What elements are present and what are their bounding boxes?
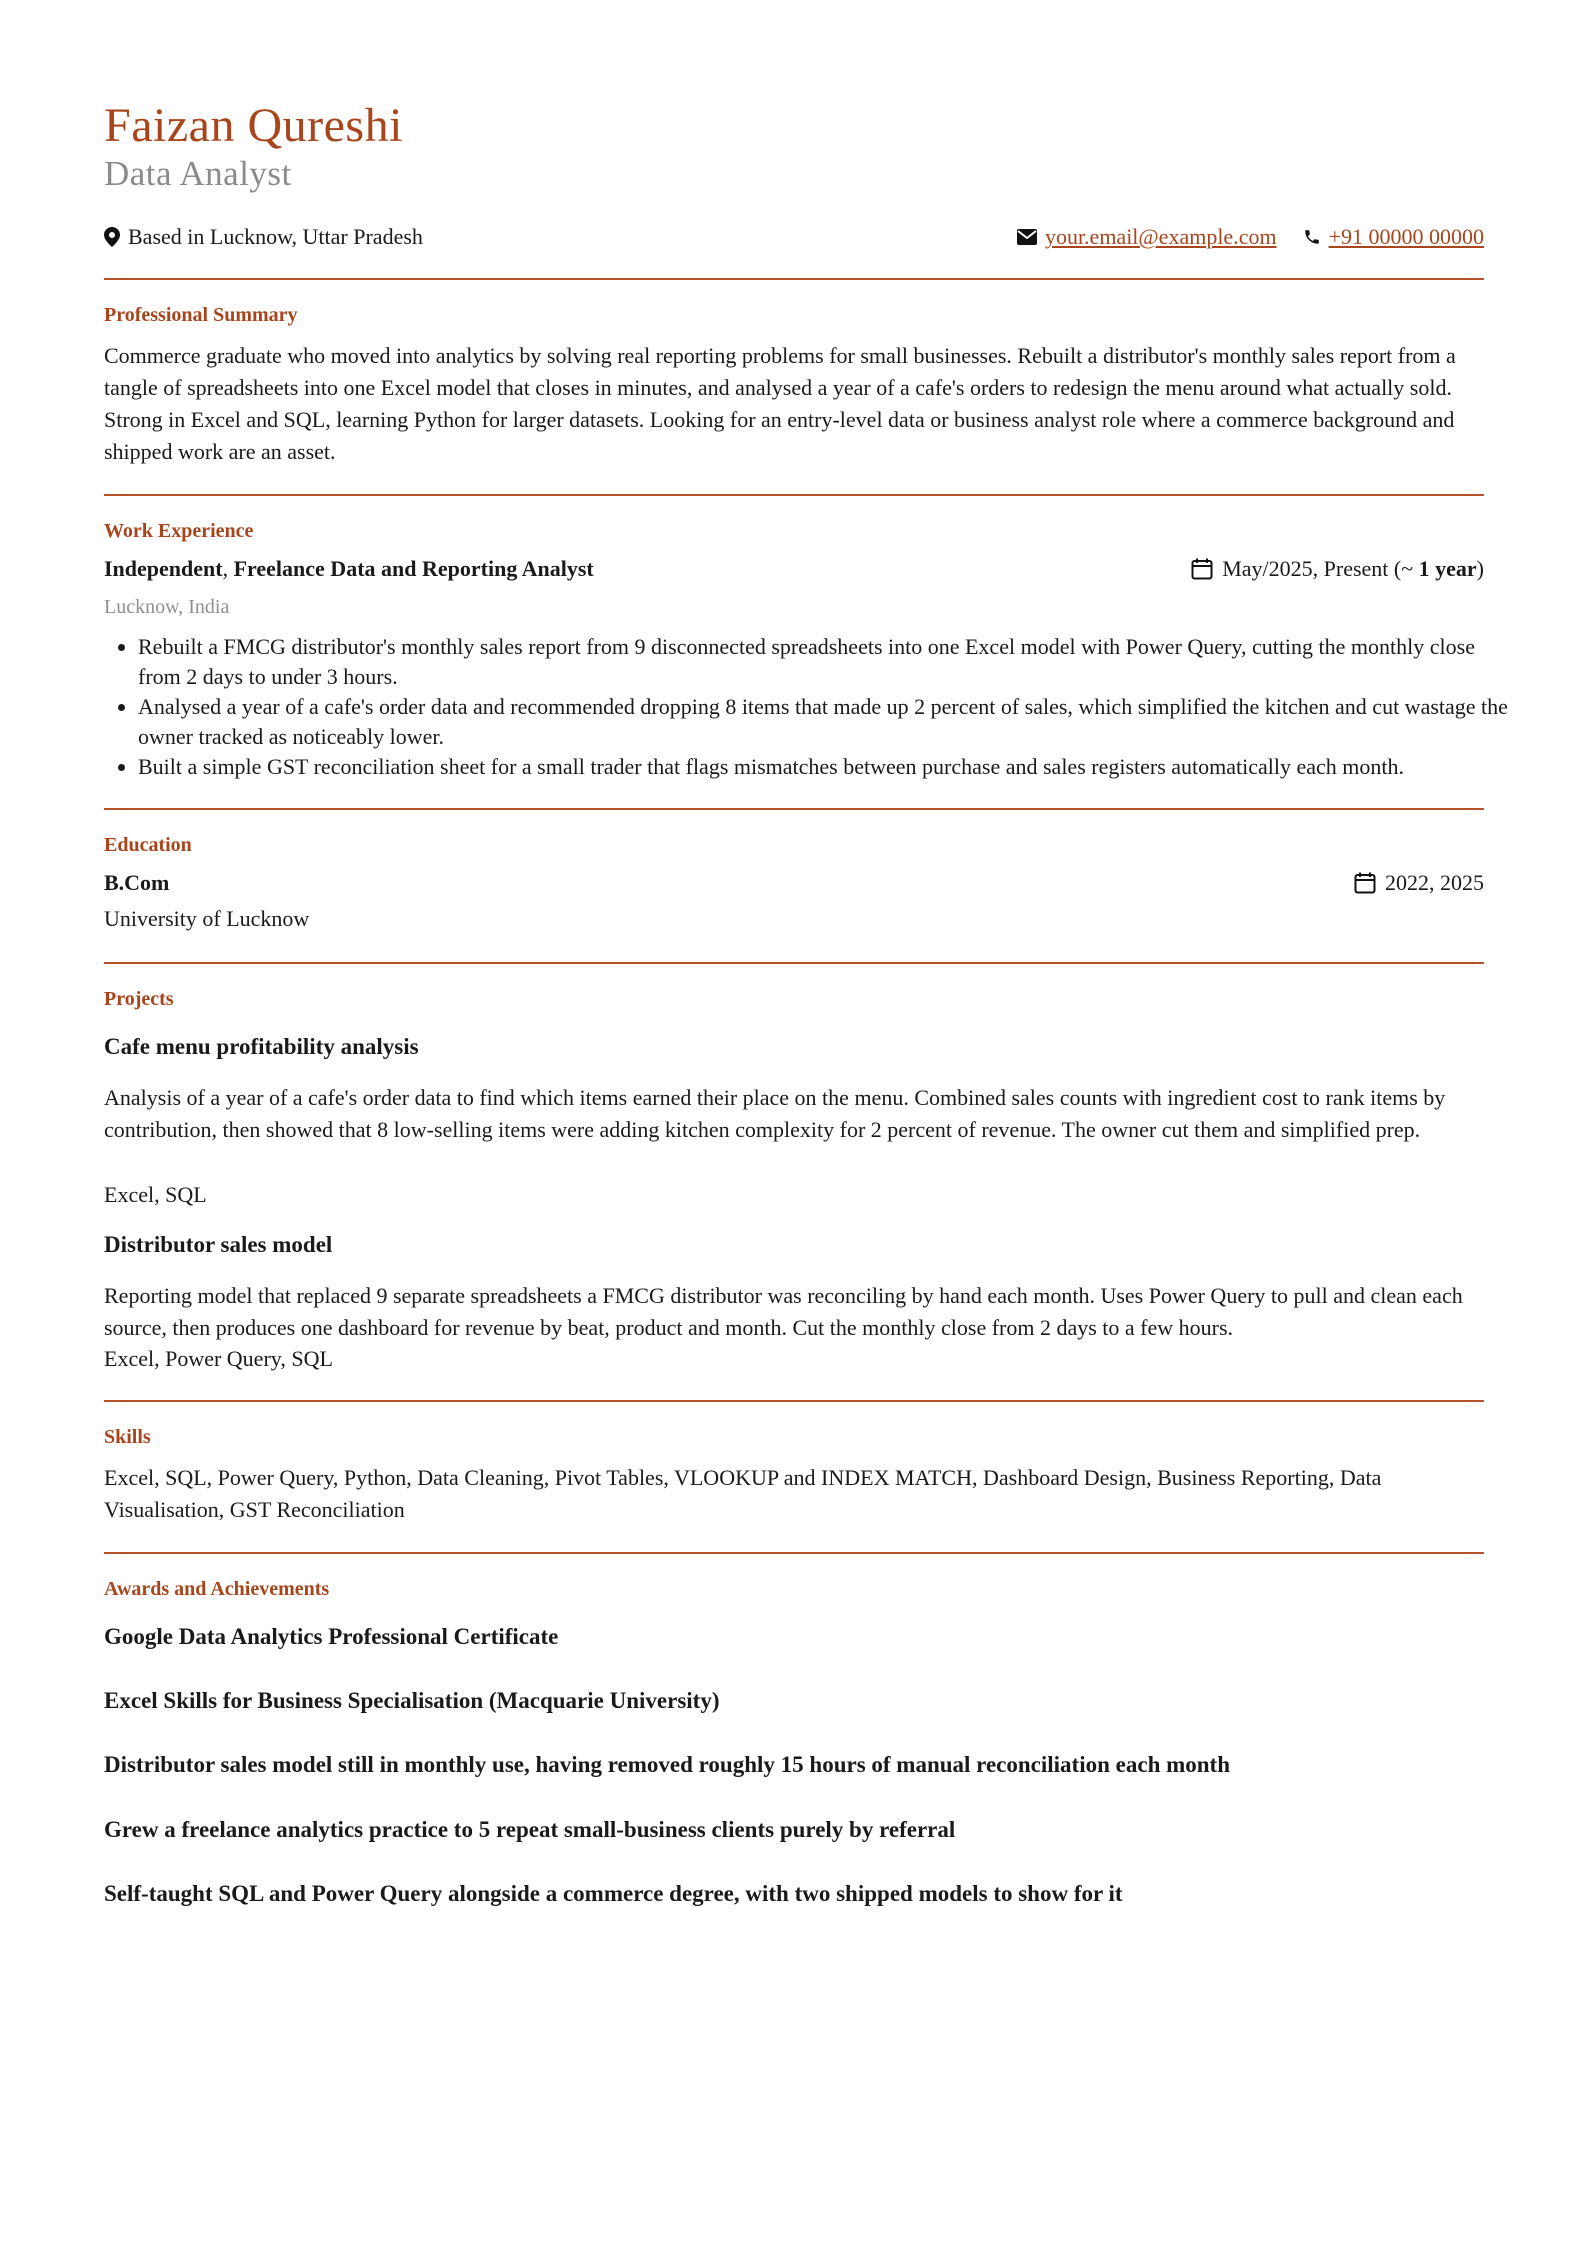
- job-duration: 1 year: [1418, 556, 1477, 581]
- education-school: University of Lucknow: [104, 906, 310, 931]
- list-item: • Analysed a year of a cafe's order data and recommended dropping 8 items that made up 2 percent of sales, which simplified the kitchen and cut wastage the owner tracked as noticeably lower.: [138, 692, 1518, 752]
- section-divider: [104, 1400, 1484, 1402]
- list-item: • Built a simple GST reconciliation sheet for a small trader that flags mismatches between purchase and sales registers automatically each month.: [138, 752, 1518, 782]
- list-item: • Rebuilt a FMCG distributor's monthly sales report from 9 disconnected spreadsheets into one Excel model with Power Query, cutting the monthly close from 2 days to under 3 hours.: [138, 632, 1518, 692]
- education-dates: [1353, 870, 1484, 896]
- email-item: [1017, 224, 1277, 250]
- award-item: Self-taught SQL and Power Query alongside a commerce degree, with two shipped models to show for it: [104, 1881, 1123, 1906]
- job-title-line: [104, 556, 594, 582]
- project-tools: Excel, SQL: [104, 1182, 207, 1207]
- location-text: Based in Lucknow, Uttar Pradesh: [128, 224, 423, 249]
- job-date-text: [1222, 556, 1484, 582]
- project-description: Reporting model that replaced 9 separate spreadsheets a FMCG distributor was reconciling by hand each month. Uses Power Query to pull and clean each source, then produces one dashboard for revenue by beat, product and month. Cut the monthly close from 2 days to a few hours.: [104, 1283, 1463, 1340]
- candidate-role: Data Analyst: [104, 154, 292, 193]
- award-item: Google Data Analytics Professional Certificate: [104, 1624, 559, 1649]
- calendar-icon: [1353, 871, 1377, 895]
- phone-icon: [1303, 228, 1321, 246]
- skills-text: Excel, SQL, Power Query, Python, Data Cleaning, Pivot Tables, VLOOKUP and INDEX MATCH, Dashboard Design, Business Reporting, Data Visualisation, GST Reconciliation: [104, 1465, 1382, 1522]
- job-location: Lucknow, India: [104, 596, 230, 618]
- experience-heading: Work Experience: [104, 520, 254, 542]
- section-divider: [104, 278, 1484, 280]
- location-item: [104, 224, 423, 250]
- projects-heading: Projects: [104, 988, 174, 1010]
- email-link[interactable]: your.email@example.com: [1044, 224, 1277, 249]
- candidate-name: Faizan Qureshi: [104, 99, 403, 152]
- mail-icon: [1017, 229, 1037, 245]
- section-divider: [104, 962, 1484, 964]
- section-divider: [104, 1552, 1484, 1554]
- calendar-icon: [1190, 557, 1214, 581]
- education-date-text: 2022, 2025: [1385, 870, 1484, 895]
- map-pin-icon: [104, 227, 120, 247]
- job-separator: ,: [222, 556, 234, 581]
- job-date-close: ): [1476, 556, 1484, 581]
- project-title: Cafe menu profitability analysis: [104, 1034, 419, 1059]
- education-heading: Education: [104, 834, 192, 856]
- job-company: Independent: [104, 556, 223, 581]
- project-title: Distributor sales model: [104, 1232, 333, 1257]
- award-item: Excel Skills for Business Specialisation (Macquarie University): [104, 1688, 720, 1713]
- job-position: Freelance Data and Reporting Analyst: [233, 556, 594, 581]
- summary-heading: Professional Summary: [104, 304, 298, 326]
- award-item: Grew a freelance analytics practice to 5 repeat small-business clients purely by referral: [104, 1817, 956, 1842]
- job-bullets: [104, 632, 1518, 782]
- phone-link[interactable]: +91 00000 00000: [1328, 224, 1484, 249]
- job-dates: [1190, 556, 1484, 582]
- education-degree: B.Com: [104, 870, 170, 895]
- section-divider: [104, 494, 1484, 496]
- awards-heading: Awards and Achievements: [104, 1578, 330, 1600]
- project-description: Analysis of a year of a cafe's order data to find which items earned their place on the menu. Combined sales counts with ingredient cost to rank items by contribution, then showed that 8 low-selling items were adding kitchen complexity for 2 percent of revenue. The owner cut them and simplified prep.: [104, 1085, 1446, 1142]
- section-divider: [104, 808, 1484, 810]
- contact-links: [1017, 224, 1484, 250]
- skills-heading: Skills: [104, 1426, 151, 1448]
- summary-text: Commerce graduate who moved into analytics by solving real reporting problems for small businesses. Rebuilt a distributor's monthly sales report from a tangle of spreadsheets into one Excel model that closes in minutes, and analysed a year of a cafe's orders to redesign the menu around what actually sold. Strong in Excel and SQL, learning Python for larger datasets. Looking for an entry-level data or business analyst role where a commerce background and shipped work are an asset.: [104, 343, 1456, 464]
- phone-item: [1303, 224, 1484, 250]
- award-item: Distributor sales model still in monthly use, having removed roughly 15 hours of manual reconciliation each month: [104, 1752, 1231, 1777]
- contact-bar: [104, 224, 1484, 254]
- job-date-range: May/2025, Present (~: [1222, 556, 1419, 581]
- project-tools: Excel, Power Query, SQL: [104, 1346, 333, 1371]
